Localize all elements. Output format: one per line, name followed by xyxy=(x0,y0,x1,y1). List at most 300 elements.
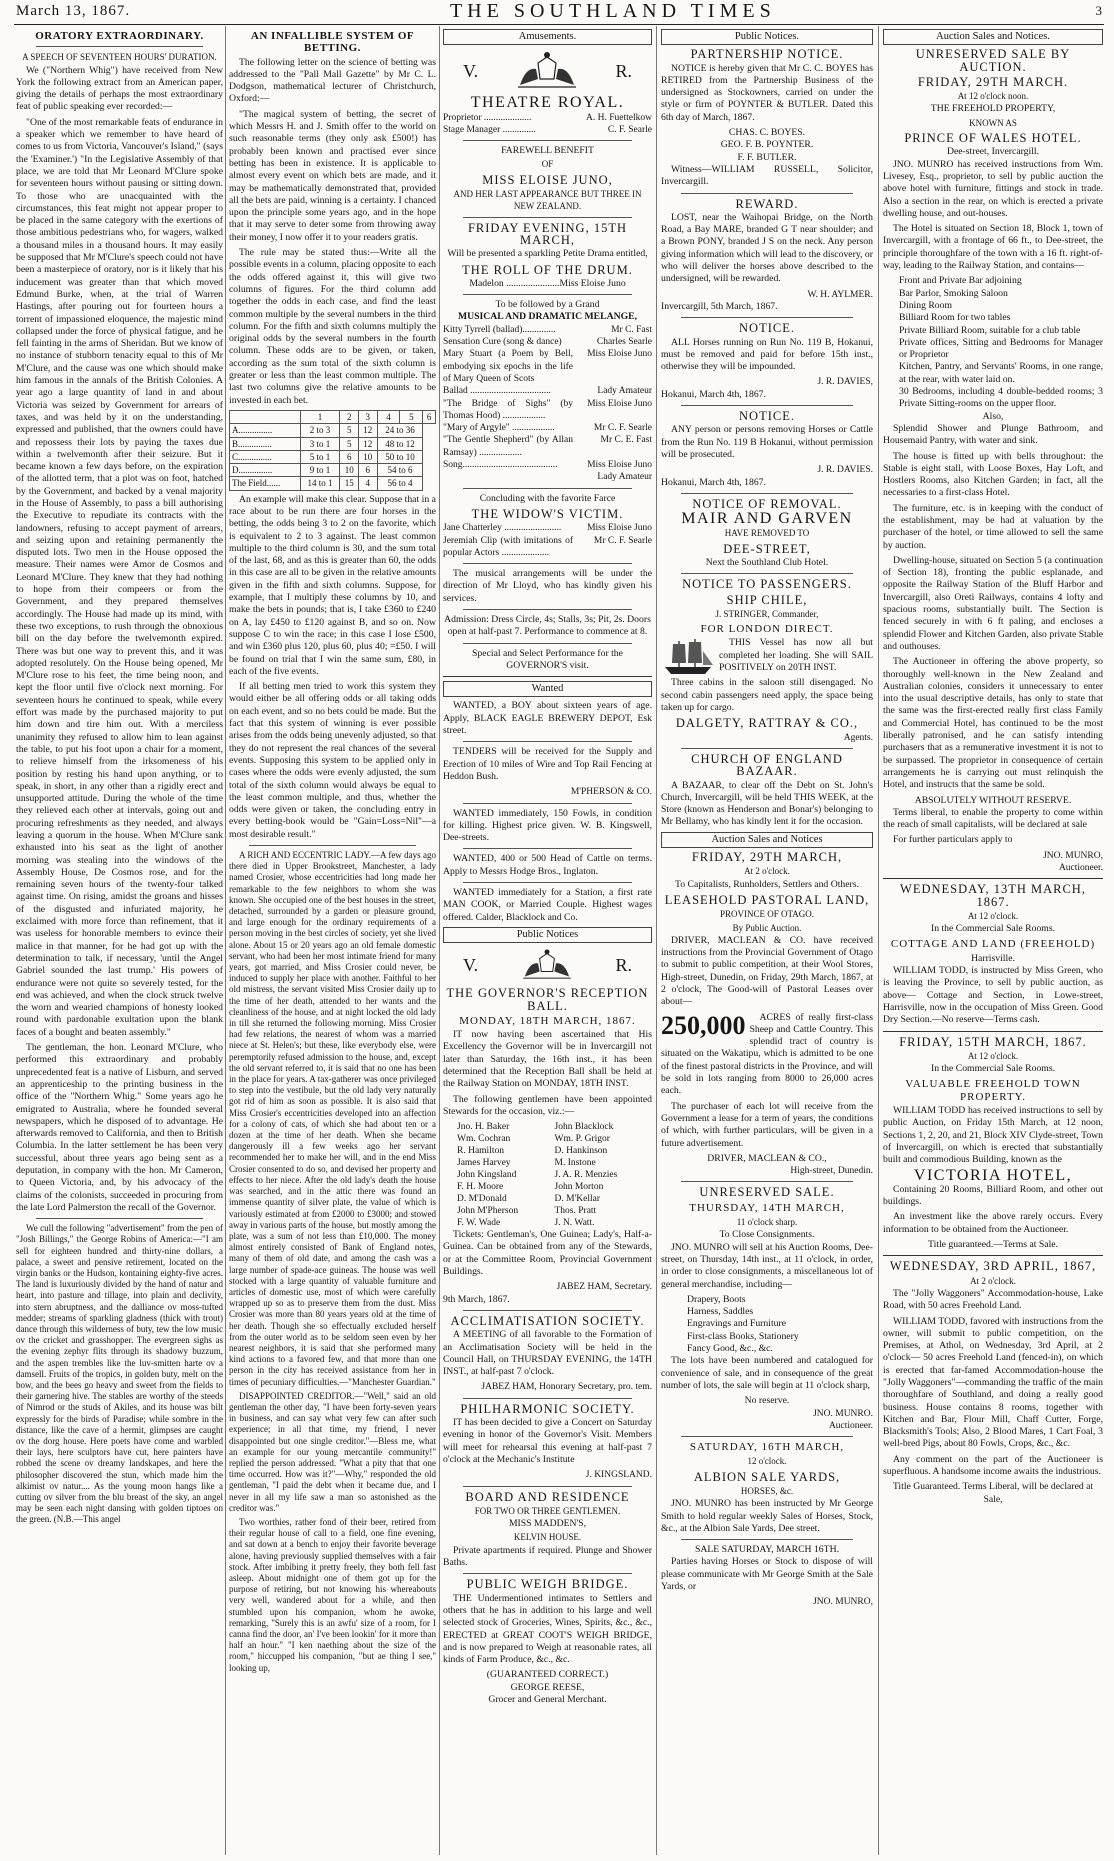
rooms-list xyxy=(883,275,1103,410)
list-item: John Morton xyxy=(554,1182,604,1193)
paragraph: DRIVER, MACLEAN & CO. have received instructions from the Provincial Government of Otago to submit to public competition, at their Wool Stores, High-street, Dunedin, on Friday, 29th March, 1867, at 2 o'clock, The Good-will of Pastoral Leases over about— xyxy=(661,934,873,1008)
paragraph: Splendid Shower and Plunge Bathroom, and Housemaid Pantry, with water and sink. xyxy=(883,422,1103,447)
items-list xyxy=(661,1294,873,1355)
list-item: Wm. P. Grigor xyxy=(554,1134,610,1145)
ship-name: SHIP CHILE, xyxy=(726,592,808,607)
table-header: 1 xyxy=(300,410,340,423)
text-line: To be followed by a Grand xyxy=(495,299,600,311)
programme-item: Kitty Tyrrell (ballad).............. Mr C. Fast xyxy=(443,324,652,335)
table-cell: C............... xyxy=(230,450,301,463)
royal-arms-icon xyxy=(517,947,577,983)
subheadline: At 12 o'clock. xyxy=(967,910,1019,921)
list-item: Billiard Room for two tables xyxy=(899,312,1011,324)
column-1 xyxy=(16,27,223,1855)
paragraph: LOST, near the Waihopai Bridge, on the North Road, a Bay MARE, branded G T near shoulder; and a Brown PONY, branded J S on the neck. Any person giving information which will lead to the discovery, or who will deliver the horses above described to the undersigned, will be rewarded. xyxy=(661,211,873,285)
headline: ALBION SALE YARDS, xyxy=(693,1469,841,1484)
headline: CHURCH OF ENGLAND BAZAAR. xyxy=(691,751,843,779)
programme-item: Lady Amateur xyxy=(597,472,652,483)
royal-arms-icon xyxy=(512,49,582,93)
divider xyxy=(883,1031,1103,1032)
subheadline: KELVIN HOUSE. xyxy=(513,1532,582,1543)
headline: NOTICE. xyxy=(739,409,795,424)
paragraph: Private apartments if required. Plunge and Shower Baths. xyxy=(443,1544,652,1569)
paragraph: "The magical system of betting, the secret of which Messrs H. and J. Smith offer to the world on such reasonable terms (they only ask £500!) has probably been known and practised ever since betting has been in existence. It is applicable to almost every event on which bets are made, and it may be mathematically demonstrated that, provided all the bets are paid, winning is a certainty. I chanced upon the principle some years ago, and in the hope that it may serve to deter some from throwing away their money, I now offer it to your readers gratis. xyxy=(229,108,436,243)
subheadline: 12 o'clock. xyxy=(747,1456,787,1467)
paragraph: JNO. MUNRO has been instructed by Mr George Smith to hold regular weekly Sales of Horses, Stock, &c., at the Albion Sale Yards, Dee street. xyxy=(661,1498,873,1534)
divider xyxy=(463,294,632,295)
table-header: 5 xyxy=(400,410,423,423)
headline: PRINCE OF WALES HOTEL. xyxy=(904,131,1082,146)
article-subhead: A SPEECH OF SEVENTEEN HOURS' DURATION. xyxy=(22,52,217,63)
divider xyxy=(463,741,632,742)
acres-number: 250,000 xyxy=(661,1010,746,1040)
address: High-street, Dunedin. xyxy=(790,1166,873,1177)
date-line: Hokanui, March 4th, 1867. xyxy=(661,476,766,488)
divider xyxy=(36,46,203,47)
divider xyxy=(681,1436,853,1437)
masthead xyxy=(16,0,1102,22)
divider xyxy=(249,845,416,846)
list-item: Private offices, Sitting and Bedrooms for Manager or Proprietor xyxy=(899,336,1103,361)
table-cell: 9 to 1 xyxy=(300,464,340,477)
signature: J. R. DAVIES. xyxy=(817,465,873,476)
paragraph: An investment like the above rarely occurs. Every information to be obtained from the Auctioneer. xyxy=(883,1211,1103,1235)
divider xyxy=(883,1255,1103,1256)
list-item: First-class Books, Stationery xyxy=(687,1330,799,1342)
section-header: Auction Sales and Notices xyxy=(661,832,873,848)
subheadline: At 12 o'clock. xyxy=(967,1050,1019,1061)
headline: NOTICE TO PASSENGERS. xyxy=(682,577,852,592)
paragraph: An example will make this clear. Suppose that in a race about to be run there are four horses in the betting, the odds being 3 to 2 on the favorite, which is equivalent to 2 to 3 against. The least common multiple to the third column is 30, and the sum total of the last, 68, and as this is greater than 60, the odds in this case are all to be given in the relative amounts given in the fifth and sixth columns. Suppose, for example, that I multiply these columns by 10, and make the bets in pounds; that is, I take £360 to £240 on A, lay £450 to £120 against B, and so on. Now suppose C to win the race; in this case I lose £500, and win £360 plus 120, plus 60, plus 40; =£50. I will be found on trial that I win the same sum, £80, in each of the five events. xyxy=(229,493,436,677)
play-title: THE WIDOW'S VICTIM. xyxy=(471,506,624,521)
table-header xyxy=(230,410,301,423)
table-cell: 24 to 36 xyxy=(377,424,423,437)
programme-item: Ballad .................................. Lady Amateur xyxy=(443,386,652,397)
list-item: Dining Room xyxy=(899,299,953,311)
divider xyxy=(681,748,853,749)
headline: VALUABLE FREEHOLD TOWN PROPERTY. xyxy=(905,1078,1081,1103)
paragraph: ALL Horses running on Run No. 119 B, Hokanui, must be removed and paid for before 15th inst., otherwise they will be impounded. xyxy=(661,336,873,373)
paragraph: THIS Vessel has now all but completed her loading. She will SAIL POSITIVELY on 20TH INST. xyxy=(719,637,873,674)
column-divider xyxy=(878,26,879,1855)
paragraph: Tickets: Gentleman's, One Guinea; Lady's, Half-a-Guinea. Can be obtained from any of the Stewards, or at the Committee Room, Provincial Government Buildings. xyxy=(443,1229,652,1278)
headline: LEASEHOLD PASTORAL LAND, xyxy=(664,892,870,907)
divider xyxy=(681,1181,853,1182)
subheadline: HORSES, &c. xyxy=(740,1485,794,1496)
paragraph: JNO. MUNRO has received instructions from Wm. Livesey, Esq., proprietor, to sell by public auction the above hotel with furniture, fittings and stock in trade. Also a section in the rear, on which is erected a private dwelling house, and out-houses. xyxy=(883,158,1103,219)
text-line: Special and Select Performance for the GOVERNOR'S visit. xyxy=(472,647,623,671)
text-line: In the Commercial Sale Rooms. xyxy=(930,1063,1056,1075)
headline: FAREWELL BENEFIT xyxy=(501,145,594,157)
table-cell: 4 xyxy=(359,477,378,490)
table-cell: 12 xyxy=(359,437,378,450)
signature: DRIVER, MACLEAN & CO., xyxy=(707,1152,827,1164)
list-item: D. Hankinson xyxy=(554,1146,608,1157)
paragraph: A MEETING of all favorable to the Formation of an Acclimatisation Society will be held in the Council Hall, on THURSDAY EVENING, the 14TH INST., at half-past 7 o'clock. xyxy=(443,1329,652,1378)
table-row xyxy=(230,437,436,450)
headline: ABSOLUTELY WITHOUT RESERVE. xyxy=(914,794,1072,806)
paragraph: The "Jolly Waggoners" Accommodation-house, Lake Road, with 50 acres Freehold Land. xyxy=(883,1287,1103,1312)
paragraph: The musical arrangements will be under the direction of Mr Lloyd, who has kindly given his services. xyxy=(443,568,652,604)
divider xyxy=(36,1218,203,1219)
paragraph: Three cabins in the saloon still disengaged. No second cabin passengers need apply, the space being taken up for cargo. xyxy=(661,677,873,714)
headline: ACCLIMATISATION SOCIETY. xyxy=(450,1313,645,1328)
column-divider xyxy=(225,26,226,1855)
table-cell: 5 xyxy=(340,424,359,437)
headline: REWARD. xyxy=(735,196,799,211)
list-item: R. Hamilton xyxy=(457,1146,504,1157)
section-header: Amusements. xyxy=(443,29,652,45)
paragraph: NOTICE is hereby given that Mr C. C. BOYES has RETIRED from the Partnership Business of the undersigned as Stockowners, carried on under the style or firm of POYNTER & BUTLER. Dated this 6th day of March, 1867. xyxy=(661,62,873,123)
signature: CHAS. C. BOYES. xyxy=(728,127,806,139)
classified-ad: WANTED, 400 or 500 Head of Cattle on terms. Apply to Messrs Hodge Bros., Inglaton. xyxy=(443,853,652,877)
table-cell: 54 to 6 xyxy=(377,464,423,477)
cast-item: Jane Chatterley ........................ Miss Eloise Juno xyxy=(443,523,652,534)
table-cell: The Field...... xyxy=(230,477,301,490)
table-cell: 2 to 3 xyxy=(300,424,340,437)
performer-name: MISS ELOISE JUNO, xyxy=(482,172,613,187)
stewards-list xyxy=(443,1121,652,1229)
paragraph: The lots have been numbered and catalogued for convenience of sale, and in consequence of the great number of lots, the sale will begin at 11 o'clock sharp, xyxy=(661,1355,873,1391)
subheadline: At 2 o'clock. xyxy=(970,1275,1016,1286)
divider xyxy=(463,140,632,141)
table-cell: 12 xyxy=(359,424,378,437)
divider xyxy=(443,676,652,677)
text-line: Harrisville. xyxy=(971,952,1015,964)
paragraph: WILLIAM TODD, is instructed by Miss Green, who is leaving the Province, to sell by public auction, as above— Cottage and Section, in Lowe-street, Harrisville, now in the occupation of Miss Green. Good Dry Section.—No reserve—Terms cash. xyxy=(883,965,1103,1026)
headline: NOTICE. xyxy=(739,321,795,336)
paragraph: The gentleman, the hon. Leonard M'Clure, who performed this extraordinary and probably unprecedented feat is a native of Lisburn, and served an apprenticeship to the printing business in the office of the "Northern Whig." Some years ago he emigrated to Australia, where he founded several newspapers, which he disposed of to advantage. He afterwards removed to California, and then to British Columbia. In the latter settlement he has been very successful, about three years ago being sent as a deputation, in company with the hon. Mr Cameron, to Queen Victoria, and, by his advocacy of the claims of the colonists, succeeded in procuring from the late Lord Palmerston the recall of the Governor. xyxy=(16,1042,223,1213)
masthead-rule xyxy=(14,24,1104,25)
paragraph: THE Undermentioned intimates to Settlers and others that he has in addition to his large and well selected stock of Groceries, Wines, Spirits, &c., &c., ERECTED at GREAT COOT'S WEIGH BRIDGE, and is now prepared to Weigh at reasonable rates, all kinds of Farm Produce, &c., &c. xyxy=(443,1592,652,1666)
divider xyxy=(681,493,853,494)
subheadline: At 2 o'clock. xyxy=(744,866,790,877)
text-line: Also, xyxy=(982,410,1004,422)
firm-name: MAIR AND GARVEN xyxy=(681,510,853,528)
text-line: (GUARANTEED CORRECT.) xyxy=(486,1669,609,1681)
headline: BOARD AND RESIDENCE xyxy=(465,1489,630,1504)
article-headline: AN INFALLIBLE SYSTEM OF BETTING. xyxy=(250,30,415,55)
subheadline: At 12 o'clock noon. xyxy=(957,91,1029,102)
list-item: John Blacklock xyxy=(554,1122,614,1133)
date-line: Hokanui, March 4th, 1867. xyxy=(661,388,766,400)
paragraph: Dwelling-house, situated on Section 5 (a continuation of Section 18), fronting the public esplanade, and opposite the Railway Station of the Bluff Harbor and Invercargill, also Oreti Railways, contains 4 lofty and spacious rooms, substantially built. The Section is fenced securely in with 6 ft paling, and encloses a splendid Flower and Kitchen Garden, also private Stable and outhouses. xyxy=(883,554,1103,652)
programme-item: Mary Stuart (a Poem by Bell, embodying six epochs in the life of Mary Queen of Scots Miss Eloise Juno xyxy=(443,349,652,384)
signature: Auctioneer. xyxy=(828,1420,873,1431)
list-item: Bar Parlor, Smoking Saloon xyxy=(899,287,1008,299)
sailing-ship-icon xyxy=(661,637,715,677)
list-item: Jno. H. Baker xyxy=(457,1122,510,1133)
list-item: D. M'Donald xyxy=(457,1194,507,1205)
table-cell: 48 to 12 xyxy=(377,437,423,450)
paragraph: The following gentlemen have been appointed Stewards for the occasion, viz.:— xyxy=(443,1093,652,1117)
paragraph: ANY person or persons removing Horses or Cattle from the Run No. 119 B Hokanui, without permission will be prosecuted. xyxy=(661,424,873,460)
table-cell: 10 xyxy=(340,464,359,477)
divider xyxy=(463,1573,632,1574)
table-header: 2 xyxy=(340,410,359,423)
table-header: 3 xyxy=(359,410,378,423)
list-item: Drapery, Boots xyxy=(687,1293,746,1305)
signature: JNO. MUNRO, xyxy=(813,1597,873,1608)
paragraph: The Hotel is situated on Section 18, Block 1, town of Invercargill, with a frontage of 66 ft., to Dee-street, the principle thoroughfare of the town with a 16 ft. right-of-way, leading to the Railway Station, and contains— xyxy=(883,223,1103,272)
divider xyxy=(463,882,632,883)
paragraph: Containing 20 Rooms, Billiard Room, and other out buildings. xyxy=(883,1183,1103,1208)
programme-item: "Mary of Argyle" .................. Mr C. F. Searle xyxy=(443,423,652,434)
subheadline: KNOWN AS xyxy=(969,117,1017,128)
signature: GEO. F. B. POYNTER. xyxy=(720,139,814,151)
paragraph: The rule may be stated thus:—Write all the possible events in a column, placing opposite to each the odds offered against it, this will give two columns of figures. For the third column add together the odds in each case, and find the least common multiple by the several numbers in the third column. For the fifth and sixth columns multiply the original odds by the several numbers in the fourth column. These odds are to be given, or taken, according as the sum total of the sixth column is greater or less than the least common multiple. The last two columns give the relative amounts to be invested in each bet. xyxy=(229,247,436,406)
theatre-name: THEATRE ROYAL. xyxy=(470,94,625,112)
list-item: 30 Bedrooms, including 4 double-bedded rooms; 3 Private Sitting-rooms on the upper floor. xyxy=(899,386,1103,410)
table-row xyxy=(230,450,436,463)
table-cell: 6 xyxy=(359,464,378,477)
classified-ad: WANTED immediately, 150 Fowls, in condition for killing. Highest price given. W. B. Kingswell, Dee-streets. xyxy=(443,807,652,844)
text-line: MISS MADDEN'S, xyxy=(508,1518,587,1530)
paragraph: We ("Northern Whig") have received from New York the following extract from an American paper, giving the details of perhaps the most extraordinary feat of public speaking ever recorded:— xyxy=(16,64,223,113)
table-cell: A............... xyxy=(230,424,301,437)
page-number: 3 xyxy=(1095,3,1102,18)
divider xyxy=(463,848,632,849)
list-item: Private Billiard Room, suitable for a club table xyxy=(899,324,1081,336)
table-header-row xyxy=(230,410,436,423)
column-2 xyxy=(229,27,436,1855)
date-line: Invercargill, 5th March, 1867. xyxy=(661,300,778,312)
paragraph: The following letter on the science of betting was addressed to the "Pall Mall Gazette" by Mr C. L. Dodgson, mathematical lecturer of Christchurch, Oxford:— xyxy=(229,56,436,105)
article-headline: ORATORY EXTRAORDINARY. xyxy=(35,30,204,42)
paragraph: WILLIAM TODD, favored with instructions from the owner, will submit to public competition, on the Premises, at Athol, on Wednesday, 3rd April, at 2 o'clock— 50 acres Freehold Land (fenced-in), on which is erected that far-famed Accommodation-house the "Jolly Waggoners"—commanding the traffic of the main thoroughfare of Southland, and doing a really good business. House contains 8 rooms, together with Kitchen and Bar, Flour Mill, Chaff Cutter, Forge, Blacksmith's Tools; Also, 2 Blood Mares, 1 Cart Foal, 3 well-bred Pigs, about 80 Fowls, Crops, &c., &c. xyxy=(883,1315,1103,1450)
divider xyxy=(681,405,853,406)
table-cell: D............... xyxy=(230,464,301,477)
section-header: Wanted xyxy=(443,681,652,697)
text-line: To Capitalists, Runholders, Settlers and Others. xyxy=(675,878,859,890)
divider xyxy=(463,563,632,564)
signature: Agents. xyxy=(843,732,873,743)
paragraph: Two worthies, rather fond of their beer, retired from their regular house of call to a field, one fine evening, and sat down at a bench to enjoy their favorite beverage alone, having previously supplied themselves with a fair stock. After imbibing it pretty freely, they both fell fast asleep. About midnight one of them got up for the purpose of retiring, but not knowing his whereabouts very well, wandered about for a while, and then stumbled upon his companion, whom he awoke, remarking, "Surely this is an awfu' size of a room, for I canna find the door, an' I've been lookin' for it more than half an hour." "I ken naething about the size of the room," hiccupped his companion, "but ae thing I see," looking up, xyxy=(229,1516,436,1673)
text-line: SALE SATURDAY, MARCH 16TH. xyxy=(695,1544,839,1556)
paragraph: Any comment on the part of the Auctioneer is superfluous. A handsome income awaits the industrious. xyxy=(883,1453,1103,1478)
address: Dee-street, Invercargill. xyxy=(946,146,1040,158)
classified-ad: TENDERS will be received for the Supply and Erection of 10 miles of Wire and Top Rail Fencing at Heddon Bush. xyxy=(443,746,652,782)
subheadline: J. STRINGER, Commander, xyxy=(715,608,819,619)
event-date: MONDAY, 18TH MARCH, 1867. xyxy=(459,1014,636,1027)
signature: Auctioneer. xyxy=(1058,863,1103,873)
table-header: 6 xyxy=(423,410,436,423)
divider xyxy=(681,573,853,574)
cast-item: Jeremiah Clip (with imitations of popular Actors .................... Mr C. F. Searle xyxy=(443,535,652,558)
paragraph: For further particulars apply to xyxy=(893,834,1013,846)
divider xyxy=(463,1310,632,1311)
text-line: Title guaranteed.—Terms at Sale. xyxy=(928,1239,1058,1251)
programme-item: Song........................................ Miss Eloise Juno xyxy=(443,460,652,471)
paragraph: Witness—WILLIAM RUSSELL, Solicitor, Invercargill. xyxy=(661,163,873,188)
paragraph: The furniture, etc. is in keeping with the conduct of the establishment, may be had at valuation by the purchaser of the hotel, or time allowed to sell the same by auction. xyxy=(883,502,1103,551)
headline: MUSICAL AND DRAMATIC MELANGE, xyxy=(457,311,638,323)
signature: F. F. BUTLER. xyxy=(737,151,797,163)
programme-item: "The Bridge of Sighs" (by Thomas Hood) .................. Miss Eloise Juno xyxy=(443,398,652,421)
event-date: WEDNESDAY, 3RD APRIL, 1867, xyxy=(889,1259,1097,1274)
text-line: Will be presented a sparkling Petite Drama entitled, xyxy=(447,248,648,260)
play-title: THE ROLL OF THE DRUM. xyxy=(462,262,633,277)
paragraph: ACRES of really first-class Sheep and Cattle Country. This splendid tract of country is situated on the Wakatipu, which is admitted to be one of the finest pastoral districts in the Province, and will be sold in lots ranging from 8000 to 26,000 acres each. xyxy=(661,1011,873,1097)
paragraph: Terms liberal, to enable the property to come within the reach of small capitalists, will be declared at sale xyxy=(883,806,1103,831)
divider xyxy=(463,609,632,610)
list-item: Harness, Saddles xyxy=(687,1306,754,1318)
divider xyxy=(463,643,632,644)
column-4 xyxy=(661,27,873,1855)
headline: UNRESERVED SALE BY AUCTION. xyxy=(915,47,1071,74)
text-line: Next the Southland Club Hotel. xyxy=(705,556,829,568)
text-line: To Close Consignments. xyxy=(719,1229,815,1241)
paragraph: DISAPPOINTED CREDITOR.—"Well," said an old gentleman the other day, "I have been forty-seven years in business, and can say what very few can after such experience; in all that time, my friend, I never disappointed but one single creditor."—Bless me, what an example for our young mercantile community!" replied the person addressed. "What a pity that that one time occurred. How was it?"—Why," responded the old gentleman, "I paid the debt when it became due, and I never in all my life saw a man so astonished as the creditor was." xyxy=(229,1390,436,1513)
programme-item: "The Gentle Shepherd" (by Allan Ramsay) .................. Mr C. E. Fast xyxy=(443,435,652,458)
headline: THE GOVERNOR'S RECEPTION BALL. xyxy=(446,986,649,1013)
divider xyxy=(463,803,632,804)
list-item: Fancy Good, &c., &c. xyxy=(687,1343,773,1355)
divider xyxy=(681,193,853,194)
credit-line: Proprietor .................... A. H. Fuettelkow xyxy=(443,112,652,123)
paragraph: A RICH AND ECCENTRIC LADY.—A few days ago there died in Upper Brookstreet, Manchester, a lady named Crosier, whose eccentricities had long made her remarkable to the few neighbors to whom she was known. She occupied one of the best houses in the street, detached, surrounded by a garden or pleasure ground, and large enough for the ordinary requirements of a person moving in the best circles of society, yet she lived alone. About 15 or 20 years ago an old female domestic servant, who had been her most intimate friend for many years, got married, and Miss Crosier could never, be induced to supply her place with another. Faithful to her old mistress, the servant visited Miss Crosier daily up to the time of her death, attended to her wants and the cleanliness of the house, and at night locked the old lady in till she returned the following morning. Miss Crosier had few relations, the nearest of whom was a married niece at St. Helen's; but these, like everybody else, were peremptorily refused admission to the house, and, except the old servant referred to, it is said that no one has been in the place for years. A tax-gatherer was once privileged to step into the vestibule, but the old lady very naturally got rid of him as soon as possible. It is also said that Miss Crosier's eccentricities developed into an affection for a colony of cats, of which she had about ten or a dozen at the time of her death. When she became dangerously ill a few weeks ago her servant recommended her to make her will, and in the end Miss Crosier consented to do so, and devised her property and effects to her niece. After the old lady's death the house was searched, and in the attic there was found an immense quantity of silver plate, the value of which is variously estimated at from £2000 to £3000; and stowed away in various parts of the house, but mostly among the plate, was a sum of not less than £10,000. The money almost entirely consisted of Bank of England notes, many of them of old date, and among the cash was a large number of spade-ace guineas. The house was well stocked with a large quantity of valuable furniture and articles of domestic use, most of which were carefully wrapped up so as to preserve them from the dust. Miss Crosier was more than 80 years years old at the time of her death. Though she so effectually excluded herself from the outer world as to be seldom seen even by her nearest neighbors, it is said that she performed many kind actions to a favored few, and that more than one person in the city has received assistance from her in times of pecuniary difficulties.—"Manchester Guardian." xyxy=(229,850,436,1387)
divider xyxy=(681,1539,853,1540)
event-date: FRIDAY, 15TH MARCH, 1867. xyxy=(899,1034,1087,1049)
text-line: Madelon ......................Miss Eloise Juno xyxy=(469,277,626,289)
list-item: M. Instone xyxy=(554,1158,596,1169)
paragraph: A BAZAAR, to clear off the Debt on St. John's Church, Invercargill, will be held THIS WEEK, at the Store (known as Henderson and Bonar's) belonging to Mr Bellamy, who has kindly lent it for the occasion. xyxy=(661,779,873,828)
paragraph: Parties having Horses or Stock to dispose of will please communicate with Mr George Smith at the Sale Yards, or xyxy=(661,1556,873,1593)
text-line: In the Commercial Sale Rooms. xyxy=(930,923,1056,935)
list-item: John M'Pherson xyxy=(457,1206,519,1217)
table-cell: 3 to 1 xyxy=(300,437,340,450)
headline: COTTAGE AND LAND (FREEHOLD) xyxy=(890,938,1096,951)
column-divider xyxy=(439,26,440,1855)
divider xyxy=(463,488,632,489)
table-row xyxy=(230,477,436,490)
paragraph: The purchaser of each lot will receive from the Government a lease for a term of years, the conditions of which, with further particulars, will be given in a future advertisement. xyxy=(661,1100,873,1149)
text-line: Title Guaranteed. Terms Liberal, will be declared at Sale, xyxy=(892,1481,1094,1505)
table-cell: 56 to 4 xyxy=(377,477,423,490)
divider xyxy=(463,1486,632,1487)
table-cell: 5 to 1 xyxy=(300,450,340,463)
signature: JABEZ HAM, Secretary. xyxy=(556,1282,652,1293)
paragraph: If all betting men tried to work this system they would either be all offering odds or all taking odds on each event, and so no bets could be made. But the fact that this system of winning is ever possible arises from the odds being unevenly adjusted, so that they do not represent the real chances of the several events. Supposing this system to be applied only in cases where the odds were evenly adjusted, the sum total of the sixth column would always be equal to the least common multiple, and thus, whether the odds were given or taken, the concluding entry in every betting-book would be "Gain=Loss=Nil"—a most desirable result." xyxy=(229,681,436,840)
table-cell: 10 xyxy=(359,450,378,463)
issue-date: March 13, 1867. xyxy=(16,2,131,19)
acres-block xyxy=(661,1012,873,1098)
crest-letter-v: V. xyxy=(463,955,479,976)
table-cell: 14 to 1 xyxy=(300,477,340,490)
list-item: James Harvey xyxy=(457,1158,511,1169)
table-cell: 15 xyxy=(340,477,359,490)
event-date: FRIDAY EVENING, 15TH MARCH, xyxy=(467,220,627,247)
paragraph: The Auctioneer in offering the above property, so thoroughly well-known in the New Zealand and Australian colonies, considers it unnecessary to enter into the usual descriptive details, has only to state that the same was the first-erected really first class Family and Commercial Hotel, has continued to be the most liberally patronised, and he can satisfy intending purchasers that as a remunerative investment it is not to be surpassed. The proprietor in consequence of certain arrangements he is carrying out must relinquish the Hotel, and instructs that the same be sold. xyxy=(883,656,1103,791)
signature: W. H. AYLMER. xyxy=(807,289,873,300)
headline: NOTICE OF REMOVAL. xyxy=(692,496,842,511)
classified-ad: WANTED, a BOY about sixteen years of age. Apply, BLACK EAGLE BREWERY DEPOT, Esk street. xyxy=(443,700,652,737)
headline: PARTNERSHIP NOTICE. xyxy=(690,47,844,62)
text-line: Concluding with the favorite Farce xyxy=(479,492,616,504)
text-line: Admission: Dress Circle, 4s; Stalls, 3s; Pit, 2s. Doors open at half-past 7. Performance to commence at 8. xyxy=(444,613,651,638)
headline: PHILHARMONIC SOCIETY. xyxy=(460,1401,635,1416)
text-line: Grocer and General Merchant. xyxy=(488,1693,607,1705)
address: DEE-STREET, xyxy=(723,541,811,556)
subheadline: OF xyxy=(541,159,554,170)
text-line: No reserve. xyxy=(744,1395,790,1407)
event-date: FRIDAY, 29TH MARCH. xyxy=(917,74,1069,89)
event-date: FRIDAY, 29TH MARCH, xyxy=(691,850,843,865)
table-cell: 5 xyxy=(340,437,359,450)
signature: M'PHERSON & CO. xyxy=(570,787,652,798)
table-cell: 6 xyxy=(340,450,359,463)
crest-letter-r: R. xyxy=(615,61,632,82)
list-item: D. M'Kellar xyxy=(554,1194,601,1205)
subheadline: By Public Auction. xyxy=(732,922,802,933)
signature: GEORGE REESE, xyxy=(510,1681,585,1693)
subheadline: HAVE REMOVED TO xyxy=(724,528,810,539)
list-item: Engravings and Furniture xyxy=(687,1318,787,1330)
signature: J. KINGSLAND. xyxy=(585,1470,652,1481)
section-header: Auction Sales and Notices. xyxy=(883,29,1103,45)
hotel-name: VICTORIA HOTEL, xyxy=(913,1166,1073,1184)
divider xyxy=(463,217,632,218)
credit-line: Stage Manager .............. C. F. Searle xyxy=(443,124,652,135)
date-line: 9th March, 1867. xyxy=(443,1293,510,1305)
divider xyxy=(681,317,853,318)
column-divider xyxy=(656,26,657,1855)
list-item: Kitchen, Pantry, and Servants' Rooms, in one range, at the rear, with water laid on. xyxy=(899,361,1103,385)
list-item: Front and Private Bar adjoining xyxy=(899,275,1022,287)
divider xyxy=(883,878,1103,879)
column-3 xyxy=(443,27,652,1855)
list-item: F. W. Wade xyxy=(457,1218,501,1229)
table-cell: B............... xyxy=(230,437,301,450)
table-row xyxy=(230,424,436,437)
firm-name: DALGETY, RATTRAY & CO., xyxy=(675,716,859,731)
headline: FOR LONDON DIRECT. xyxy=(700,623,834,636)
signature: JABEZ HAM, Honorary Secretary, pro. tem. xyxy=(481,1382,652,1393)
subheadline: 11 o'clock sharp. xyxy=(736,1217,798,1228)
signature: J. R. DAVIES, xyxy=(817,377,873,388)
crest-letter-v: V. xyxy=(463,61,479,82)
royal-crest xyxy=(443,49,652,93)
list-item: F. H. Moore xyxy=(457,1182,504,1193)
table-header: 4 xyxy=(377,410,400,423)
signature: JNO. MUNRO. xyxy=(813,1408,873,1419)
list-item: J. N. Watt. xyxy=(554,1218,595,1229)
headline: UNRESERVED SALE. xyxy=(699,1185,835,1200)
table-cell: 50 to 10 xyxy=(377,450,423,463)
subheadline: PROVINCE OF OTAGO. xyxy=(719,909,815,920)
section-header: Public Notices xyxy=(443,927,652,943)
subheadline: FOR TWO OR THREE GENTLEMEN. xyxy=(474,1505,621,1516)
paragraph: IT has been decided to give a Concert on Saturday evening in honor of the Governor's Visit. Members will meet for rehearsal this evening at half-past 7 o'clock at the Mechanic's Institute xyxy=(443,1417,652,1465)
classified-ad: WANTED immediately for a Station, a first rate MAN COOK, or Married Couple. Highest wages offered. Calder, Blacklock and Co. xyxy=(443,887,652,923)
text-line: THE FREEHOLD PROPERTY, xyxy=(930,103,1056,115)
signature: JNO. MUNRO, xyxy=(1043,850,1103,861)
subheadline: AND HER LAST APPEARANCE BUT THREE IN NEW ZEALAND. xyxy=(453,189,642,212)
event-date: THURSDAY, 14TH MARCH, xyxy=(689,1201,845,1214)
paragraph: WILLIAM TODD has received instructions to sell by public Auction, on Friday 15th March, at 12 noon, Sections 1, 2, 20, and 21, Block XIV Clyde-street, Town of Invercargill, on which is erected that substantially built and commodious Building, known as the xyxy=(883,1105,1103,1166)
ship-notice xyxy=(661,637,873,677)
section-header: Public Notices. xyxy=(661,29,873,45)
crest-letter-r: R. xyxy=(615,955,632,976)
list-item: Wm. Cochran xyxy=(457,1134,511,1145)
event-date: WEDNESDAY, 13TH MARCH, 1867. xyxy=(900,882,1086,909)
table-row xyxy=(230,464,436,477)
paragraph: The house is fitted up with bells throughout: the Stable is eight stall, with Loose Boxes, Hay Loft, and Hostlers Rooms, also Kitchen Garden; in fact, all the necessaries to a first-class Hotel. xyxy=(883,450,1103,499)
divider xyxy=(463,1398,632,1399)
list-item: John Kingsland xyxy=(457,1170,517,1181)
list-item: J. A. R. Menzies xyxy=(554,1170,618,1181)
headline: PUBLIC WEIGH BRIDGE. xyxy=(466,1577,629,1592)
